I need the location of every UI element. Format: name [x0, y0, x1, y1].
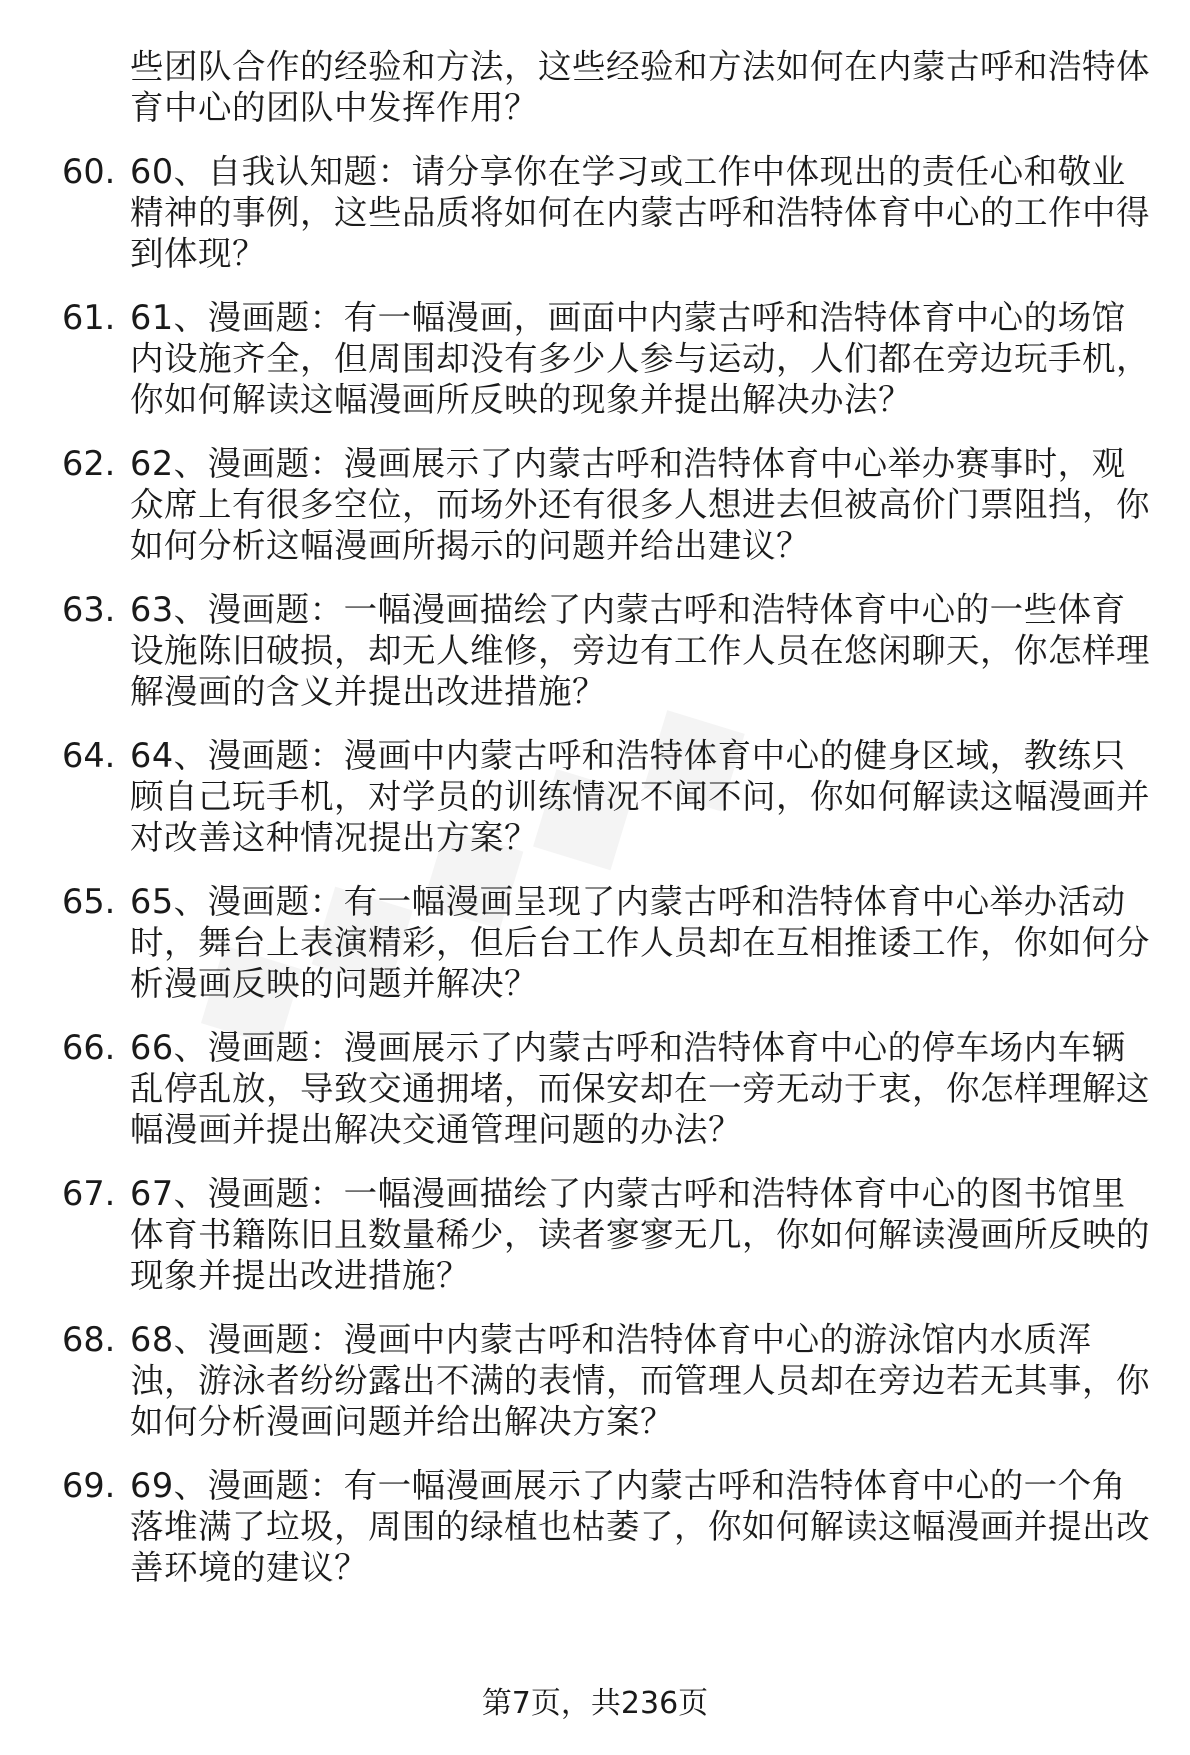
item-text: 64、漫画题：漫画中内蒙古呼和浩特体育中心的健身区域，教练只顾自己玩手机，对学员的训练情况不闻不问，你如何解读这幅漫画并对改善这种情况提出方案？	[130, 736, 1150, 857]
item-text: 67、漫画题：一幅漫画描绘了内蒙古呼和浩特体育中心的图书馆里体育书籍陈旧且数量稀少，读者寥寥无几，你如何解读漫画所反映的现象并提出改进措施？	[130, 1174, 1150, 1295]
page-number-footer: 第7页，共236页	[481, 1686, 709, 1721]
item-text: 60、自我认知题：请分享你在学习或工作中体现出的责任心和敬业精神的事例，这些品质将如何在内蒙古呼和浩特体育中心的工作中得到体现？	[130, 152, 1150, 273]
list-item	[62, 1319, 1150, 1442]
continuation-text: 些团队合作的经验和方法，这些经验和方法如何在内蒙古呼和浩特体育中心的团队中发挥作用？	[130, 47, 1150, 127]
item-text: 65、漫画题：有一幅漫画呈现了内蒙古呼和浩特体育中心举办活动时，舞台上表演精彩，但后台工作人员却在互相推诿工作，你如何分析漫画反映的问题并解决？	[130, 882, 1150, 1003]
item-text: 66、漫画题：漫画展示了内蒙古呼和浩特体育中心的停车场内车辆乱停乱放，导致交通拥堵，而保安却在一旁无动于衷，你怎样理解这幅漫画并提出解决交通管理问题的办法？	[130, 1028, 1150, 1149]
item-number: 63.	[62, 590, 116, 629]
item-number: 66.	[62, 1028, 116, 1067]
list-item	[62, 443, 1150, 566]
list-item	[62, 297, 1150, 420]
list-item	[62, 589, 1150, 712]
item-text: 69、漫画题：有一幅漫画展示了内蒙古呼和浩特体育中心的一个角落堆满了垃圾，周围的绿植也枯萎了，你如何解读这幅漫画并提出改善环境的建议？	[130, 1466, 1150, 1587]
item-number: 68.	[62, 1320, 116, 1359]
item-number: 60.	[62, 152, 116, 191]
item-number: 61.	[62, 298, 116, 337]
item-text: 63、漫画题：一幅漫画描绘了内蒙古呼和浩特体育中心的一些体育设施陈旧破损，却无人维修，旁边有工作人员在悠闲聊天，你怎样理解漫画的含义并提出改进措施？	[130, 590, 1150, 711]
item-number: 64.	[62, 736, 116, 775]
list-item	[62, 151, 1150, 274]
list-item	[62, 735, 1150, 858]
item-text: 62、漫画题：漫画展示了内蒙古呼和浩特体育中心举办赛事时，观众席上有很多空位，而场外还有很多人想进去但被高价门票阻挡，你如何分析这幅漫画所揭示的问题并给出建议？	[130, 444, 1150, 565]
list-item	[62, 1173, 1150, 1296]
item-text: 61、漫画题：有一幅漫画，画面中内蒙古呼和浩特体育中心的场馆内设施齐全，但周围却没有多少人参与运动，人们都在旁边玩手机，你如何解读这幅漫画所反映的现象并提出解决办法？	[130, 298, 1150, 419]
list-item	[62, 1027, 1150, 1150]
question-list	[62, 46, 1150, 1611]
item-number: 65.	[62, 882, 116, 921]
item-text: 68、漫画题：漫画中内蒙古呼和浩特体育中心的游泳馆内水质浑浊，游泳者纷纷露出不满的表情，而管理人员却在旁边若无其事，你如何分析漫画问题并给出解决方案？	[130, 1320, 1150, 1441]
item-number: 62.	[62, 444, 116, 483]
item-number: 69.	[62, 1466, 116, 1505]
item-number: 67.	[62, 1174, 116, 1213]
list-item	[62, 881, 1150, 1004]
list-item	[62, 1465, 1150, 1588]
